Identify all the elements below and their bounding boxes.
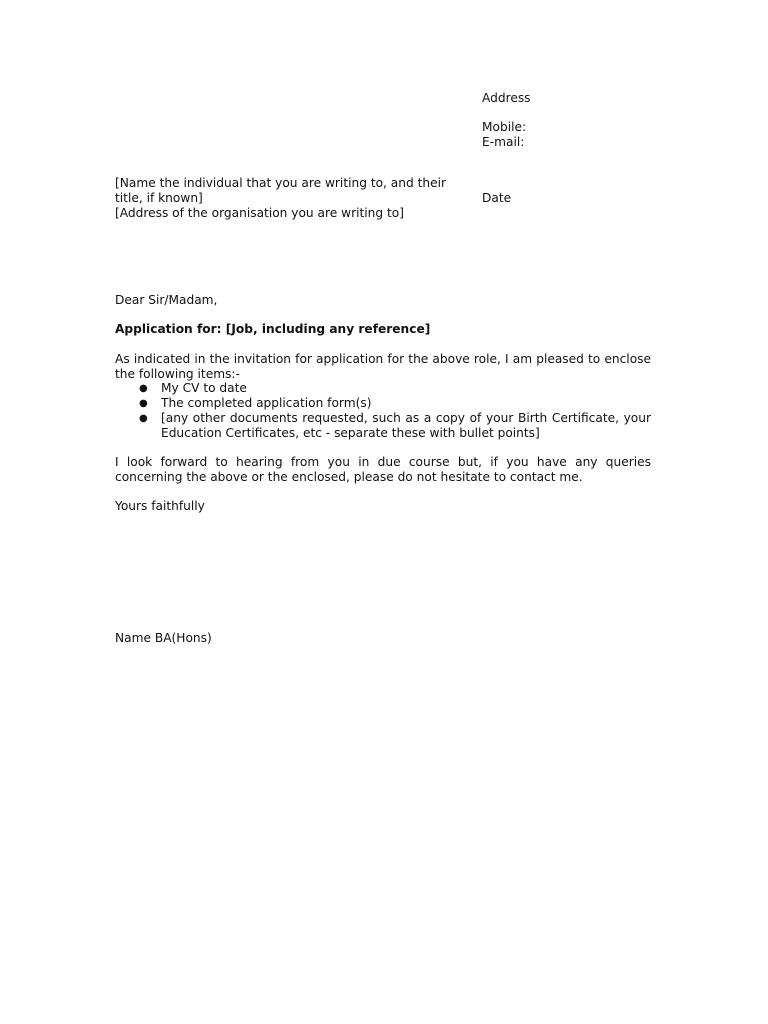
list-item: [115, 396, 651, 411]
bullet-icon: ●: [139, 398, 148, 409]
letter-date: Date: [482, 191, 512, 205]
signoff: Yours faithfully: [115, 499, 205, 513]
list-item-text: My CV to date: [161, 381, 247, 395]
sender-mobile: Mobile:: [482, 120, 527, 134]
subject-line: Application for: [Job, including any reference]: [115, 322, 431, 336]
sender-address: Address: [482, 91, 531, 105]
recipient-address: [Address of the organisation you are writing to]: [115, 206, 404, 220]
enclosure-list: [115, 381, 651, 441]
bullet-icon: ●: [139, 383, 148, 394]
sender-block: [482, 91, 531, 150]
spacer: [482, 106, 531, 120]
list-item: [115, 381, 651, 396]
sender-email: E-mail:: [482, 135, 525, 149]
list-item-text: The completed application form(s): [161, 396, 372, 410]
recipient-name: [Name the individual that you are writing to, and their title, if known]: [115, 176, 447, 205]
bullet-icon: ●: [139, 413, 148, 424]
signature-name: Name BA(Hons): [115, 631, 212, 645]
intro-paragraph: As indicated in the invitation for application for the above role, I am pleased to enclose the following items:-: [115, 352, 651, 381]
closing-paragraph: I look forward to hearing from you in due course but, if you have any queries concerning the above or the enclosed, please do not hesitate to contact me.: [115, 455, 651, 484]
list-item: [115, 411, 651, 441]
salutation: Dear Sir/Madam,: [115, 293, 218, 307]
recipient-block: [115, 176, 471, 221]
list-item-text: [any other documents requested, such as a copy of your Birth Certificate, your Education Certificates, etc - separate these with bullet points]: [161, 411, 651, 440]
